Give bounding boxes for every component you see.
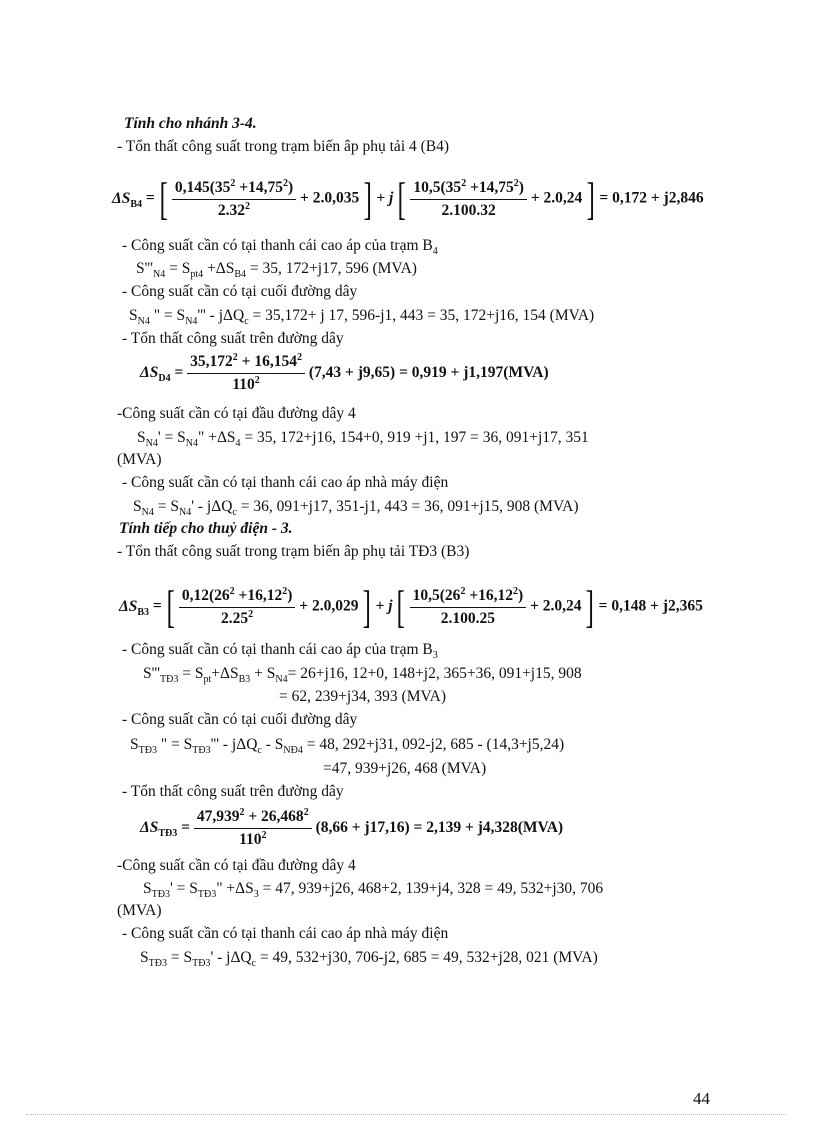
text-std3-final: $S_{TĐ3} = S_{TĐ3}' - j\Delta Q_c = 49$, 532+j30, 706-j2, 685 = 49, 532+j28, 021 (MVA)	[140, 949, 598, 970]
text-std3-double-result: =47, 939+j26, 468 (MVA)	[323, 760, 487, 777]
text-sn4-prime: $S_{N4}' = S_{N4}$" $+\Delta S_4 = 35$, 172+j16, 154+0, 919 +j1, 197 = 36, 091+j17, 351	[137, 429, 589, 450]
equation-delta-s-d4: $\Delta S_{D4}$ = $\frac{35,172^2 + 16,154^2}{110^2}$ (7,43 + j9,65) = 0,919 + j1,197(MVA)	[140, 351, 549, 393]
text-plant-bus-2: - Công suất cần có tại thanh cái cao áp nhà máy điện	[122, 925, 449, 942]
footer-divider	[26, 1114, 786, 1115]
text-sn4-double: $S_{N4}$ " = $S_{N4}''' - j\Delta Q_c = 35,172+ j$ 17, 596-j1, 443 = 35, 172+j16, 154 (MVA)	[129, 307, 595, 328]
text-mva-2: (MVA)	[117, 902, 162, 919]
text-mva: (MVA)	[117, 451, 162, 468]
fraction: $\frac{10,5(26^2 +16,12^2)}{2.100.25}$	[410, 587, 527, 628]
equation-delta-s-b3: $\Delta S_{B3}$ = [ $\frac{0,12(26^2 +16,12^2)}{2.25^2}$ + 2.0,029 ] + j [ $\frac{10,5(26^2 +16,12^2)}{2.100.25}$ + 2.0,24 ] = 0,148 + j2,365	[119, 581, 703, 632]
text-b3-loss: - Tổn thất công suất trong trạm biến âp phụ tải TĐ3 (B3)	[117, 543, 470, 560]
fraction: $\frac{47,939^2 + 26,468^2}{110^2}$	[194, 808, 312, 849]
equation-delta-s-td3: $\Delta S_{TĐ3}$ = $\frac{47,939^2 + 26,468^2}{110^2}$ (8,66 + j17,16) = 2,139 + j4,328(MVA)	[140, 806, 564, 848]
text-sn4-triple: $S'''_{N4} = S_{pt4} +\Delta S_{B4} = 35$, 172+j17, 596 (MVA)	[136, 260, 417, 281]
text-plant-bus: - Công suất cần có tại thanh cái cao áp nhà máy điện	[122, 474, 449, 491]
text-line-loss-2: - Tổn thất công suất trên đường dây	[122, 783, 344, 800]
page-number: 44	[693, 1089, 710, 1108]
text-end-line-2: - Công suất cần có tại cuối đường dây	[122, 711, 358, 728]
text-sn4-final: $S_{N4} = S_{N4}' - j\Delta Q_c = 36$, 091+j17, 351-j1, 443 = 36, 091+j15, 908 (MVA)	[133, 498, 579, 519]
text-b4-bus: - Công suất cần có tại thanh cái cao áp của trạm $B_4$	[122, 237, 438, 258]
text-std3-prime: $S_{TĐ3}' = S_{TĐ3}$" $+\Delta S_3 = 47$, 939+j26, 468+2, 139+j4, 328 = 49, 532+j30, 706	[143, 880, 604, 901]
fraction: $\frac{35,172^2 + 16,154^2}{110^2}$	[187, 353, 305, 394]
text-std3-triple: $S'''_{TĐ3} = S_{pt}+\Delta S_{B3} + S_{N4}= 26+j16$, 12+0, 148+j2, 365+36, 091+j15, 908	[143, 665, 582, 686]
text-line-loss: - Tổn thất công suất trên đường dây	[122, 330, 344, 347]
text-std3-triple-result: = 62, 239+j34, 393 (MVA)	[279, 688, 447, 705]
text-head-line-4: -Công suất cần có tại đầu đường dây 4	[117, 405, 356, 422]
text-b4-loss: - Tổn thất công suất trong trạm biến âp phụ tải 4 (B4)	[117, 138, 450, 155]
text-head-line-4b: -Công suất cần có tại đầu đường dây 4	[117, 857, 356, 874]
section-heading-td3: Tính tiếp cho thuỷ điện - 3.	[119, 520, 293, 537]
text-end-line: - Công suất cần có tại cuối đường dây	[122, 283, 358, 300]
fraction: $\frac{0,12(26^2 +16,12^2)}{2.25^2}$	[179, 587, 296, 628]
section-heading-3-4: Tính cho nhánh 3-4.	[124, 115, 257, 132]
text-std3-double: $S_{TĐ3}$ " = $S_{TĐ3}''' - j\Delta Q_c - S_{NĐ4} = 48$, 292+j31, 092-j2, 685 - (14,3+j5,24)	[130, 736, 565, 757]
text-b3-bus: - Công suất cần có tại thanh cái cao áp của trạm $B_3$	[122, 641, 438, 662]
fraction: $\frac{10,5(35^2 +14,75^2)}{2.100.32}$	[410, 179, 527, 220]
equation-delta-s-b4: $\Delta S_{B4}$ = [ $\frac{0,145(35^2 +14,75^2)}{2.32^2}$ + 2.0,035 ] + j [ $\frac{10,5(35^2 +14,75^2)}{2.100.32}$ + 2.0,24 ] = 0,172 + j2,846	[112, 173, 704, 224]
fraction: $\frac{0,145(35^2 +14,75^2)}{2.32^2}$	[172, 179, 296, 220]
